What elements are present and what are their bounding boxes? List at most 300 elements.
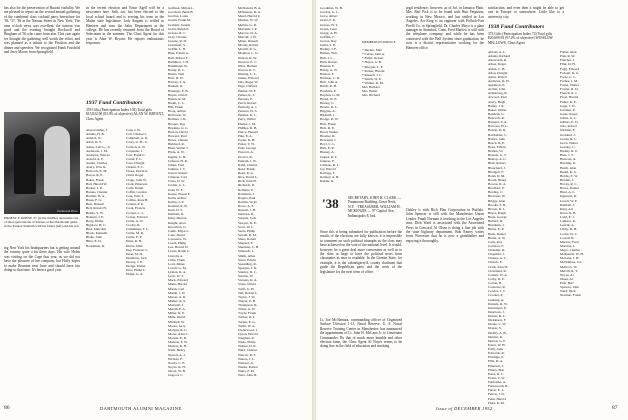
contributor-name: Lamson, R. — [560, 219, 576, 224]
contributor-name: Burnham, J. — [488, 223, 505, 228]
contributor-name: Hayes, John P. — [168, 92, 188, 97]
contributor-name: Lane, David — [168, 232, 185, 237]
contributor-name: Harding, R. — [560, 161, 576, 166]
contributor-name: Goodman, W. B. — [320, 6, 343, 10]
contributor-name: Rand, Charles — [238, 162, 258, 167]
contributor-name: Robinson, J. — [238, 191, 255, 196]
contributor-name: Stanley, D. C. — [238, 270, 257, 274]
contributor-name: Patch, Robert — [238, 100, 257, 105]
contributor-name: Nutting, L. L. — [238, 72, 257, 76]
contributor-name: Belden, W. — [488, 149, 503, 153]
contributor-name: Judd, W. E. — [168, 187, 184, 192]
contributor-name: Leavitt, A. — [560, 223, 575, 228]
photo-figure — [14, 134, 36, 194]
contributor-name: Harvey, T. A. — [168, 80, 187, 85]
contributor-name: Smith, Allen — [238, 253, 256, 258]
contributor-name: Archer, John — [488, 87, 506, 92]
contributor-name: Knight, Alan — [168, 220, 186, 225]
contributor-name: Norton, R. C. — [238, 67, 257, 72]
contributor-name: Folsom, R. A. — [560, 70, 579, 75]
contributor-name: Page, Clifford — [238, 84, 258, 89]
page-number: 86 — [4, 405, 10, 411]
contributor-name: Olsen, Al — [560, 276, 573, 281]
contributor-name: Daniels, R. W. — [488, 301, 508, 306]
article-paragraph: in the recent election and Ernie Agell will be a newcomer here. Seth, too, has been elected to the local school board and is serving his term in the Maine state legislature. Jack Sargent is settled in Hanover and runs the Sales Department at the college. He has recently returned from the Board of Selectmen in the summer. The Class Agent for this year is Alan W. Bryant. He reports enthusiastic responses. — [86, 6, 164, 46]
contributor-name: Carleton, F. — [488, 243, 504, 248]
fund-heading: 1938 Fund Contributors — [488, 24, 545, 30]
contributor-name: McLane, J. H. — [560, 256, 580, 261]
contributor-name: Howe, Daniel — [560, 186, 579, 191]
contributor-name: Ladd, E. J. — [560, 215, 575, 219]
contributor-name: Grant, Ralph E. — [168, 26, 190, 31]
contributor-name: Colby, D. E. — [488, 276, 505, 281]
contributor-name: Lord, James — [168, 261, 185, 266]
contributor-name: Curtis, M. R. — [126, 231, 144, 236]
contributor-name: Putnam, J. W. — [238, 158, 257, 163]
contributor-name: Gove, Albert — [320, 14, 338, 19]
article-paragraph: Lt. Joe McNamara, commanding officer of Organized Surface Division 1-13, Naval Reserve, U. S. Naval Reserve Training Center in Manchester, has announced the appointment of Lt. John H. McLane Jr. to Lieutenant Commander. By that of much more humble and other election fame, the Class Agent Al Noyes seems to be doing fine in the field of education and teaching. — [320, 318, 402, 349]
contributor-name: Kimball, J. — [560, 202, 575, 207]
contributor-name: Stearns, W. — [238, 274, 254, 279]
contributor-name: Hardy, R. C. — [168, 67, 186, 72]
contributor-name: Jaques, R. T. — [320, 154, 338, 159]
contributor-name: Norris, C. E. — [168, 360, 186, 365]
contributor-name: Gould, Frank M. — [168, 18, 191, 23]
contributor-name: Fisher, Alan — [560, 50, 577, 54]
contributor-name: Porter, R. H. — [238, 138, 256, 142]
contributor-name: Pearson, D. S. — [238, 109, 258, 114]
contributor-name: Heald, R. S. — [560, 169, 577, 174]
contributor-name: Cady, Roy — [488, 239, 503, 244]
contributor-name: Foote, C. L. — [560, 74, 577, 79]
contributor-name: Haskell, R. — [168, 84, 184, 89]
contributor-name: Case, Dwight — [126, 161, 145, 165]
photo-credit: Dartmouth Photo — [57, 209, 78, 213]
contributor-name: Mead, Harold T. — [238, 14, 261, 19]
contributor-name: Russell, J. B. — [238, 208, 256, 213]
article-paragraph: satisfaction, and even then it might be able to get one in Europe or somewhere. Little like to a university city. — [488, 6, 564, 19]
contributor-name: Bruce, Ralph — [488, 210, 506, 215]
contributor-name: Goodwin, Benn B. — [168, 10, 194, 15]
article-paragraph: Oakley is with Rich Plan Corporation in Buffalo. John Spencer is still with the Manchester Union Leader. Frank Norman is teaching in the Los Angeles area. Dick Ward is associated with the Associated Press in Concord. Al Olsen is doing a fine job with the state highway department. Bob Emery writes from Worcester that he is now a grandfather and enjoying it thoroughly. — [406, 208, 484, 243]
contributor-name: Mrs. Helen — [362, 89, 378, 94]
contributor-name: Chase, David A. — [126, 169, 149, 174]
contributor-name: Moulton, L. G. — [238, 51, 259, 56]
contributor-name: Pratt, George — [238, 146, 257, 151]
contributor-name: Locke, W. C. — [560, 231, 578, 236]
contributor-name: Field, R. M. — [488, 400, 505, 404]
contributor-name: Abercrombie, J. — [86, 128, 108, 132]
contributor-name: Lowell, R. — [560, 235, 575, 240]
contributor-name: Fuller, R. E. — [560, 99, 577, 104]
contributor-list — [488, 50, 552, 404]
contributor-name: Bradford, E. — [488, 186, 505, 191]
contributor-name: Barnes, Chester — [86, 189, 108, 194]
contributor-name: Lawrence, W. — [168, 237, 187, 241]
contributor-name: Metcalf, J. H. — [238, 34, 257, 39]
article-paragraph: tegal residence; however, as of Jul. in Jamaica Plain. Mrs. Bert Pick is to be found with Hun Ferguson, working in New Mexico, and has settled in Los Angeles. Art King is an engineer with Pollock-Fair Pirelli Co. in Springfield. Dr. Charles Mayo is a plant manager in Stamford, Conn. Fred Marlow is still with the telephone company, and while he has been connected with the Bell System since graduation, he now is a district representative working for the Hanover office. — [406, 6, 484, 50]
contributor-name: Mann, Harold — [168, 282, 188, 287]
contributor-name: Dunbar, R. — [488, 334, 503, 339]
contributor-name: Bates, F. G. — [86, 198, 102, 203]
contributor-name: Kellogg, F. — [320, 171, 336, 175]
contributor-name: Jewett, Robert — [168, 171, 188, 175]
contributor-name: Dodge, Walter — [126, 264, 146, 269]
contributor-name: Dow, Philip L. — [126, 268, 146, 273]
contributor-name: Noyes, Al — [560, 272, 574, 277]
contributor-name: Gordon, Louis — [168, 14, 188, 19]
contributor-name: Maxwell, J. — [168, 303, 184, 307]
contributor-name: Morgan, R. L. — [168, 327, 188, 332]
contributor-name: Farnsworth, R. — [488, 384, 509, 389]
contributor-name: Jenness, P. — [320, 158, 335, 163]
contributor-name: Towle, Frank — [238, 311, 257, 316]
contributor-name: Brewster, W. — [488, 194, 506, 199]
contributor-name: Horton, David — [168, 129, 188, 134]
contributor-name: Bishop, A. C. — [488, 157, 507, 162]
contributor-name: Andrews, Warren — [86, 152, 110, 157]
contributor-name: Graham, Joseph — [168, 22, 190, 27]
contributor-name: Haines, Wm. — [320, 51, 338, 56]
contributor-name: Graves, R. C. — [168, 30, 187, 35]
fund-heading: 1937 Fund Contributors — [86, 100, 143, 106]
contributor-name: Gardner, P. — [560, 107, 576, 112]
contributor-name: Armstrong, R. — [488, 91, 508, 96]
contributor-name: Lincoln, A. — [168, 253, 184, 258]
contributor-name: Fletcher, J. — [560, 58, 575, 63]
contributor-name: Robbins, E. — [238, 187, 254, 192]
contributor-name: Sawyer, D. E. — [238, 220, 257, 225]
contributor-name: * Morgan, L. F. — [362, 64, 384, 69]
contributor-name: Clark, Emerson — [126, 181, 148, 186]
contributor-name: Weeks, Robert — [238, 364, 258, 369]
contributor-name: Mills, David — [168, 315, 186, 320]
contributor-name: Bond, D. M. — [488, 173, 506, 178]
contributor-name: Gage, J. W. — [560, 103, 576, 108]
contributor-name: Johnson, Carl — [168, 175, 187, 180]
contributor-name: Griffith, T. — [320, 34, 335, 39]
left-page — [0, 0, 312, 420]
contributor-name: Bush, Daniel — [488, 231, 506, 236]
contributor-name: Adams, H. B. — [86, 132, 105, 137]
contributor-name: Merriam, J. P. — [238, 26, 257, 31]
contributor-name: Hussey, A. — [320, 150, 335, 155]
contributor-name: Kendall, R. B. — [168, 204, 188, 208]
class-year: '38 — [322, 196, 339, 211]
contributor-name: Hall, J. L. — [320, 55, 334, 60]
contributor-name: Jones, D. W. — [168, 179, 186, 184]
contributor-name: Jordan, A. L. — [168, 183, 186, 188]
contributor-name: Howe, Chester — [168, 138, 189, 142]
contributor-name: Eaton, W. H. — [488, 342, 506, 347]
contributor-name: Hardy, A. W. — [320, 67, 338, 72]
contributor-name: Upton, Harold — [238, 331, 258, 336]
contributor-name: Cushing, A. — [488, 297, 505, 302]
members-in-service-label: MEMBERS IN SERVICE — [362, 40, 396, 44]
class-photo — [4, 112, 80, 214]
contributor-name: Jackson, H. R. — [168, 158, 188, 163]
contributor-name: Oakes, Edward — [238, 76, 259, 81]
contributor-name: Stone, David — [238, 282, 256, 287]
contributor-name: Gordon, G. L. — [320, 10, 340, 15]
contributor-name: Arnold, A. F. — [86, 156, 104, 161]
contributor-name: Higgins, A. — [320, 109, 336, 114]
contributor-name: Proctor, R. — [238, 154, 253, 159]
contributor-name: * Becker, Max — [362, 48, 382, 52]
contributor-name: Hanover, A. — [560, 157, 577, 162]
contributor-name: Gould, R. L. — [560, 136, 578, 141]
contributor-name: Hill, Frank — [168, 105, 183, 109]
contributor-name: Fairbanks, A. — [488, 380, 507, 384]
contributor-name: Avery, Hugh — [488, 99, 506, 104]
contributor-name: Foster, Walter — [560, 83, 579, 87]
contributor-name: McKenzie, R. A. — [238, 10, 261, 15]
contributor-name: Baxter, John — [488, 136, 506, 141]
contributor-name: Hoyt, C. L. — [320, 142, 336, 147]
contributor-name: Thompson, R. — [238, 303, 258, 307]
contributor-name: Bell, Robert H. — [86, 206, 107, 211]
contributor-name: Hart, D. W. — [168, 76, 184, 81]
contributor-name: Dana, R. H. — [126, 239, 143, 244]
contributor-name: Simonds, L. — [238, 249, 255, 254]
contributor-name: Cook, Francis — [126, 206, 146, 211]
contributor-name: Babcock, E. M. — [86, 169, 108, 174]
contributor-name: Parker, R. T. — [238, 92, 255, 97]
contributor-name: Bemis, S. W. — [86, 210, 104, 215]
contributor-name: Heald, W. E. — [320, 96, 338, 101]
page-footer: Issue of DECEMBER 1952 — [436, 406, 493, 411]
contributor-name: Tucker, R. J. — [238, 315, 256, 320]
contributor-name: Gregg, A. H. — [320, 30, 338, 35]
contributor-name: Stevens, R. A. — [238, 278, 258, 283]
contributor-name: Berry, Philip — [86, 218, 104, 223]
contributor-name: Mrs. Barbara — [362, 85, 380, 90]
contributor-list — [86, 128, 124, 402]
contributor-name: Rice, David L. — [238, 175, 258, 180]
photo-caption: ERNEST F. KEENE '37 (in the middle) represents one of three generations of Keenes at the Dartmouth game in the Yankee Stadium with his father (left) and his son. — [4, 216, 80, 229]
contributor-name: * Smith, W. P. — [362, 76, 382, 81]
contributor-name: Hosmer, R. — [320, 133, 336, 138]
contributor-name: Marston, J. — [560, 243, 576, 248]
contributor-name: Kenney, A. B. — [320, 175, 340, 180]
contributor-name: Allen, Dwight — [488, 70, 508, 75]
contributor-name: Day, Frederic C. — [126, 247, 149, 252]
contributor-name: Miller, R. E. — [168, 311, 185, 316]
contributor-name: Turner, E. G. — [238, 319, 256, 324]
contributor-name: Pierce, Harold — [238, 129, 258, 134]
contributor-name: Wade, Philip — [238, 340, 256, 345]
contributor-name: Chapman, J. — [488, 252, 505, 257]
contributor-name: Crane, A. W. — [126, 218, 144, 223]
class-news-text — [406, 208, 484, 404]
contributor-name: Hazen, R. M. — [168, 96, 187, 101]
contributor-name: Lyon, W. T. — [168, 274, 184, 279]
contributor-name: Shepard, F. — [238, 241, 254, 246]
contributor-name: Cain, J. W. — [126, 128, 141, 132]
page-number: 87 — [612, 405, 618, 411]
contributor-name: James, Fred — [168, 162, 185, 167]
left-column-1-text-continued — [4, 246, 80, 404]
contributor-name: Holmes, J. R. — [168, 117, 187, 122]
contributor-name: Blodgett, F. — [488, 169, 504, 174]
contributor-name: Greenleaf, S. — [168, 43, 186, 48]
contributor-name: Bennett, J. E. — [86, 214, 105, 219]
contributor-name: Tilton, A. W. — [238, 307, 256, 312]
contributor-name: Carey, G. B., Jr. — [126, 140, 148, 145]
contributor-name: Frost, Harold — [560, 95, 579, 100]
contributor-name: Rogers, Paul — [238, 195, 256, 200]
contributor-name: Carpenter, J. — [126, 148, 144, 153]
contributor-name: Hastings, E. B. — [168, 88, 189, 93]
contributor-name: Hayden, G. M. — [320, 92, 341, 97]
contributor-name: Hyde, A. W. — [168, 150, 185, 155]
contributor-name: Crosby, R. — [126, 222, 141, 227]
contributor-name: Merrow, D. A. — [238, 30, 258, 35]
contributor-name: Tuttle, W. A. — [238, 323, 256, 328]
contributor-name: Shaw, Robert — [238, 237, 257, 241]
contributor-name: Miner, Russell — [238, 39, 258, 43]
contributor-name: Drake, G. A. — [126, 272, 144, 277]
contributor-name: Ellis, D. A. — [488, 359, 504, 364]
contributor-name: Olcott, W. B. — [168, 369, 186, 373]
contributor-name: Andrews, D. W. — [488, 78, 510, 83]
contributor-name: Black, Kenneth — [86, 231, 108, 236]
contributor-name: Libby, D. H. — [560, 227, 578, 232]
contributor-name: Flint, D. H. — [560, 62, 576, 67]
contributor-name: Batchelder, C. — [488, 132, 508, 137]
contributor-name: Crocker, P. — [488, 293, 503, 298]
contributor-name: Webster, A. — [238, 360, 254, 365]
contributor-name: Mrs. Richard — [362, 93, 380, 98]
contributor-name: Perkins, R. L. — [238, 113, 257, 118]
contributor-name: Green, Leon — [320, 26, 337, 31]
contributor-name: Benson, G. T. — [488, 153, 507, 158]
contributor-name: Gove, Walter — [560, 140, 578, 145]
right-page — [316, 0, 628, 420]
contributor-name: Cleveland, R. — [488, 268, 507, 273]
photo-figure — [44, 126, 70, 196]
left-column-1-text — [4, 6, 80, 110]
contributor-name: Clapp, John W. — [126, 177, 147, 182]
contributor-name: Read, Frank — [238, 166, 255, 171]
contributor-name: Warren, R. T. — [238, 352, 257, 357]
fund-subheading: 359 Gifts (Participation Index 103) Total gifts $15,822.00 (83.0% of objective) ALAN W. BRYANT, Class Agent — [86, 108, 164, 121]
contributor-name: Hoag, Arthur — [168, 109, 186, 114]
contributor-name: Marsh, Carl — [168, 286, 185, 291]
contributor-name: Meeker, W. W. — [238, 18, 259, 23]
contributor-name: Rich, John H. — [238, 179, 257, 184]
contributor-name: Harris, Neil — [168, 72, 185, 76]
contributor-name: Cutler, E. F. — [126, 235, 143, 240]
contributor-name: Vaughan, R. — [238, 336, 255, 340]
contributor-name: Edwards, R. — [488, 351, 505, 356]
contributor-name: Hanson, E. — [320, 63, 335, 68]
contributor-name: Mellows, W. — [560, 264, 578, 269]
contributor-name: Ward, Charles — [238, 348, 258, 353]
contributor-name: Cole, Wm. T. — [126, 194, 145, 198]
contributor-name: Call, Chester L. — [126, 132, 148, 137]
contributor-name: Hamilton, J. H. — [168, 59, 189, 64]
contributor-name: Knowlton, G. — [168, 224, 187, 229]
contributor-name: Mason, A. R. — [168, 294, 186, 299]
contributor-name: Goddard, J. — [560, 132, 576, 137]
contributor-list — [126, 128, 164, 402]
contributor-name: Blanchard, J. — [488, 165, 506, 170]
contributor-name: Guild, S. P. — [320, 43, 336, 48]
contributor-name: Baldwin, G. — [488, 111, 505, 116]
contributor-name: Dudley, A. B. — [488, 330, 507, 335]
contributor-name: Cummings, T. L. — [126, 227, 149, 231]
class-news-text — [406, 6, 484, 206]
article-paragraph: Since this is being submitted for publication before the results of the elections are fully known, it is impossible to comment on such political triumphs as the class may have achieved on the vote of the national level. It would, however, be a great deal more convenient as well as to the class at large to have the political news from classmates as near to readable. In the Granite State, for example, it is the cabinetgerry'd, county chairmen that guide the Republican party and the work of the legislature for the next term of office. — [320, 230, 402, 274]
contributor-name: Boardman, R. — [86, 243, 105, 248]
contributor-name: French, A. J. — [560, 91, 578, 96]
contributor-name: Kelley, J. P. — [168, 199, 184, 204]
contributor-name: Hale, Edwin A. — [168, 51, 189, 56]
contributor-name: Hodge, R. W. — [320, 117, 339, 122]
contributor-name: Johnson, R. L. — [320, 162, 340, 167]
contributor-list — [168, 6, 234, 402]
contributor-name: Estes, R. C. — [488, 371, 504, 376]
contributor-name: Pike, E. A. — [238, 133, 253, 138]
contributor-name: Ham, Robert — [320, 59, 338, 64]
contributor-name: Underwood, J. — [238, 327, 258, 332]
contributor-list — [560, 50, 624, 404]
contributor-name: Baker, Frank — [86, 177, 104, 182]
contributor-name: Sanborn, R. — [238, 212, 255, 217]
contributor-name: Hall, Robert F. — [168, 55, 189, 60]
contributor-name: Dennison, Jack — [126, 255, 147, 260]
contributor-name: Aldrich, N. — [86, 136, 102, 141]
contributor-name: Holt, D. E. — [320, 125, 335, 130]
contributor-name: Hoit, Frank — [320, 121, 336, 126]
contributor-name: Leach, Philip — [168, 241, 187, 246]
contributor-name: Hildreth, J. — [320, 113, 336, 118]
contributor-name: Converse, R. — [488, 285, 506, 290]
contributor-name: Perry, Walter — [238, 117, 256, 122]
contributor-name: Kidder, R. — [320, 179, 335, 184]
contributor-name: Colton, H. — [488, 281, 503, 285]
contributor-name: Ward, Dick — [560, 289, 576, 294]
contributor-name: Heath, C. L. — [168, 100, 185, 105]
contributor-name: Hovey, R. C. — [560, 182, 578, 186]
contributor-name: Wells, F. M. — [238, 369, 255, 373]
contributor-name: Phillips, R. B. — [238, 125, 258, 130]
contributor-name: Mitchell, W. — [168, 319, 185, 324]
contributor-name: Taylor, J. W. — [238, 294, 256, 299]
contributor-name: Carter, F. L. — [126, 156, 143, 161]
contributor-name: Noyes, R. H. — [168, 364, 186, 369]
contributor-name: Gray, Charles — [168, 34, 187, 39]
contributor-name: Hunt, A. L. — [560, 190, 576, 195]
contributor-name: Beach, R. E. — [488, 140, 506, 145]
contributor-name: Spencer, John — [560, 285, 579, 290]
contributor-name: Baker, Walter — [488, 107, 507, 112]
contributor-list — [320, 6, 358, 192]
page-footer: DARTMOUTH ALUMNI MAGAZINE — [100, 406, 182, 411]
contributor-name: Gibbs, A. C. — [560, 116, 577, 120]
contributor-name: Austin, Charles — [86, 161, 108, 165]
contributor-name: Cotton, Edward — [126, 214, 148, 219]
contributor-name: * Curtis, John A. — [362, 52, 385, 57]
contributor-name: Lyman, R. A. — [168, 270, 187, 274]
contributor-name: Niles, Herbert — [238, 63, 258, 68]
contributor-name: West, John D. — [238, 373, 257, 378]
contributor-name: Booth, Henry — [488, 177, 507, 182]
contributor-name: Norman, Frank — [560, 293, 581, 298]
contributor-name: Taft, Robert L. — [238, 290, 259, 295]
contributor-name: Albee, Roger — [488, 62, 507, 67]
